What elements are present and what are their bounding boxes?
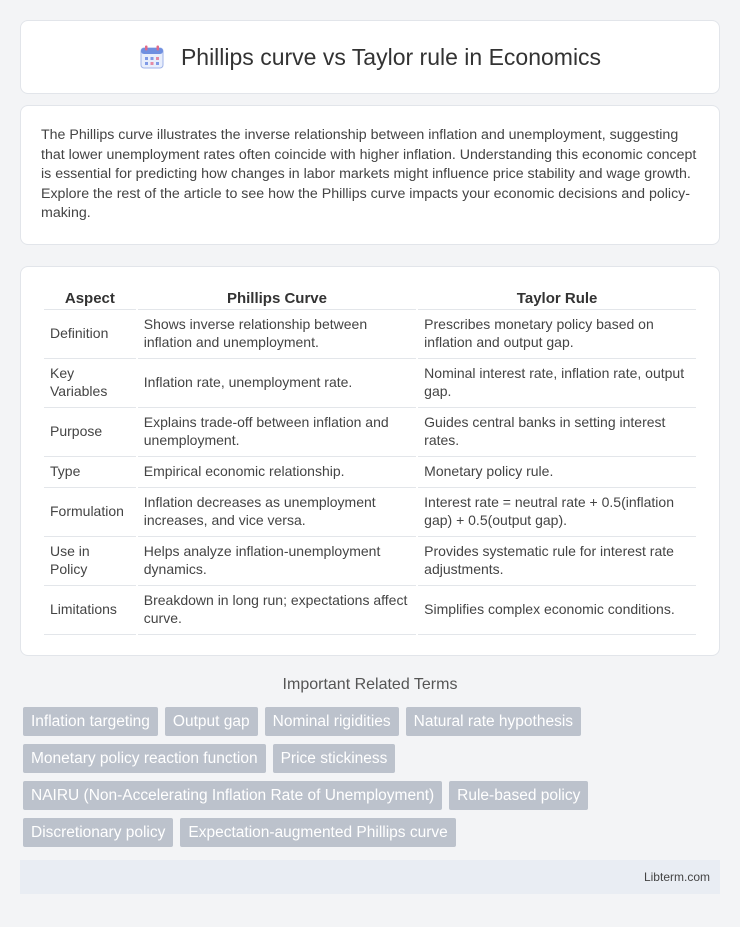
table-row — [44, 408, 696, 457]
header-aspect: Aspect — [44, 287, 136, 310]
calendar-icon — [139, 44, 165, 70]
comparison-table-card — [20, 266, 720, 656]
tag-inflation-targeting[interactable]: Inflation targeting — [23, 707, 158, 736]
row-taylor: Simplifies complex economic conditions. — [418, 586, 696, 635]
row-phillips: Explains trade-off between inflation and unemployment. — [138, 408, 416, 457]
row-aspect: Definition — [44, 310, 136, 359]
tag-monetary-policy-reaction-function[interactable]: Monetary policy reaction function — [23, 744, 266, 773]
row-aspect: Key Variables — [44, 359, 136, 408]
table-row — [44, 359, 696, 408]
header-taylor-rule: Taylor Rule — [418, 287, 696, 310]
tag-rule-based-policy[interactable]: Rule-based policy — [449, 781, 588, 810]
footer — [20, 860, 720, 894]
intro-card — [20, 105, 720, 245]
intro-text: The Phillips curve illustrates the inverse relationship between inflation and unemployment, suggesting that lower unemployment rates often coincide with higher inflation. Understanding this economic concept is essential for predicting how changes in labor markets might influence price stability and wage growth. Explore the rest of the article to see how the Phillips curve impacts your economic decisions and policy-making. — [41, 127, 697, 222]
table-row — [44, 488, 696, 537]
row-phillips: Inflation decreases as unemployment increases, and vice versa. — [138, 488, 416, 537]
table-header-row — [44, 287, 696, 310]
row-aspect: Limitations — [44, 586, 136, 635]
row-aspect: Use in Policy — [44, 537, 136, 586]
tag-discretionary-policy[interactable]: Discretionary policy — [23, 818, 173, 847]
table-row — [44, 457, 696, 488]
tag-nairu[interactable]: NAIRU (Non-Accelerating Inflation Rate of Unemployment) — [23, 781, 442, 810]
footer-site-link[interactable]: Libterm.com — [643, 869, 710, 884]
tag-natural-rate-hypothesis[interactable]: Natural rate hypothesis — [406, 707, 581, 736]
row-phillips: Breakdown in long run; expectations affect curve. — [138, 586, 416, 635]
related-terms-title: Important Related Terms — [282, 675, 458, 693]
row-taylor: Nominal interest rate, inflation rate, output gap. — [418, 359, 696, 408]
tag-expectation-augmented-phillips-curve[interactable]: Expectation-augmented Phillips curve — [180, 818, 455, 847]
tag-nominal-rigidities[interactable]: Nominal rigidities — [265, 707, 399, 736]
comparison-table — [42, 287, 698, 635]
row-phillips: Empirical economic relationship. — [138, 457, 416, 488]
header-phillips-curve: Phillips Curve — [138, 287, 416, 310]
table-row — [44, 537, 696, 586]
row-phillips: Inflation rate, unemployment rate. — [138, 359, 416, 408]
row-phillips: Helps analyze inflation-unemployment dynamics. — [138, 537, 416, 586]
tag-output-gap[interactable]: Output gap — [165, 707, 258, 736]
row-taylor: Interest rate = neutral rate + 0.5(inflation gap) + 0.5(output gap). — [418, 488, 696, 537]
row-aspect: Formulation — [44, 488, 136, 537]
row-taylor: Monetary policy rule. — [418, 457, 696, 488]
row-aspect: Type — [44, 457, 136, 488]
table-row — [44, 310, 696, 359]
row-aspect: Purpose — [44, 408, 136, 457]
row-taylor: Prescribes monetary policy based on inflation and output gap. — [418, 310, 696, 359]
related-tags — [20, 707, 720, 847]
related-terms-section — [20, 676, 720, 847]
title-card — [20, 20, 720, 94]
table-row — [44, 586, 696, 635]
tag-price-stickiness[interactable]: Price stickiness — [273, 744, 396, 773]
row-taylor: Provides systematic rule for interest rate adjustments. — [418, 537, 696, 586]
row-taylor: Guides central banks in setting interest rates. — [418, 408, 696, 457]
row-phillips: Shows inverse relationship between inflation and unemployment. — [138, 310, 416, 359]
page-title: Phillips curve vs Taylor rule in Economics — [180, 43, 602, 70]
